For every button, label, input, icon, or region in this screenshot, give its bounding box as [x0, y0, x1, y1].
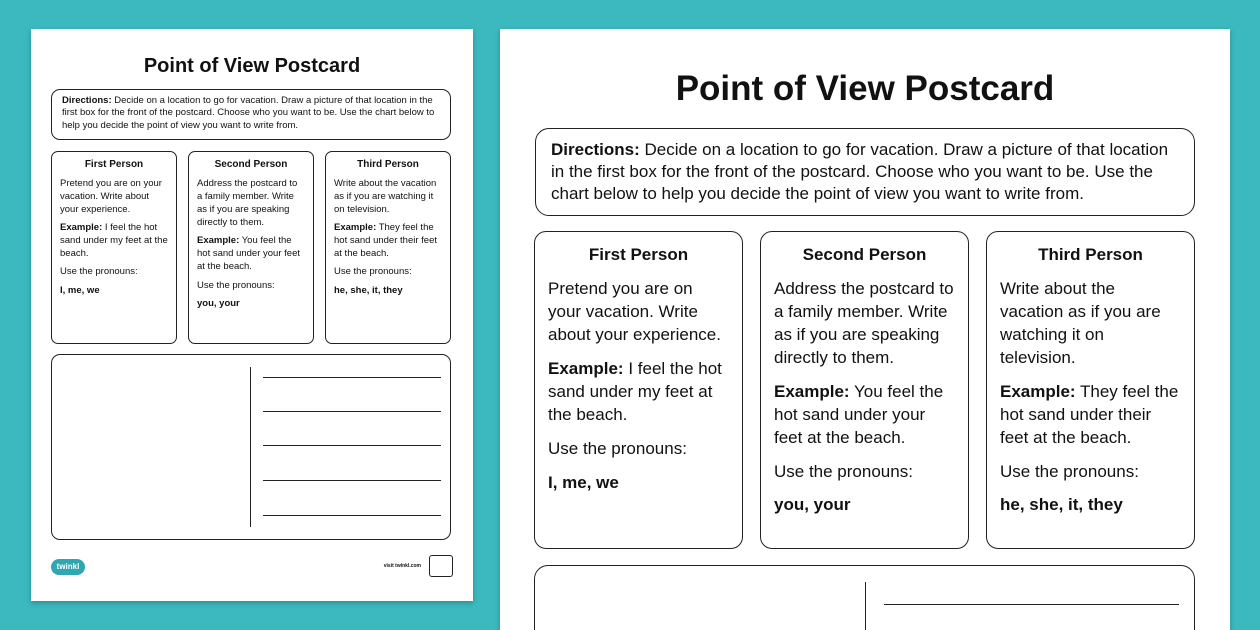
worksheet-zoomed [500, 29, 1230, 630]
pronoun-prompt: Use the pronouns: [197, 279, 275, 291]
directions-text: Decide on a location to go for vacation. Draw a picture of that location in the first box for the front of the postcard. Choose who you want to be. Use the chart below to help you decide the point of view you want to write from. [551, 140, 1169, 204]
column-example: Example: You feel the hot sand under your feet at the beach. [197, 235, 300, 273]
postcard-divider [250, 367, 251, 527]
third-person-box [986, 231, 1195, 549]
first-person-box [51, 151, 177, 344]
pronouns: he, she, it, they [1000, 495, 1123, 515]
pronouns: he, she, it, they [334, 284, 403, 296]
third-person-box [325, 151, 451, 344]
twinkl-logo: twinkl [51, 559, 85, 575]
pronoun-prompt: Use the pronouns: [334, 266, 412, 278]
writing-line [263, 411, 441, 412]
column-example: Example: They feel the hot sand under their feet at the beach. [334, 222, 437, 260]
pronouns: you, your [774, 495, 851, 515]
postcard-box [534, 565, 1195, 630]
writing-line [263, 445, 441, 446]
first-person-box [534, 231, 743, 549]
column-example: Example: I feel the hot sand under my feet at the beach. [60, 222, 168, 260]
directions-text: Decide on a location to go for vacation. Draw a picture of that location in the first box for the front of the postcard. Choose who you want to be. Use the chart below to help you decide the point of view you want to write from. [62, 95, 435, 131]
footer-url: visit twinkl.com [383, 563, 421, 569]
pronoun-prompt: Use the pronouns: [1000, 461, 1139, 481]
second-person-box [760, 231, 969, 549]
column-description: Address the postcard to a family member. Write as if you are speaking directly to them. [774, 278, 954, 367]
column-heading: Second Person [214, 159, 288, 170]
column-example: Example: I feel the hot sand under my feet at the beach. [548, 358, 722, 424]
column-heading: Second Person [802, 245, 927, 264]
writing-line [884, 604, 1179, 605]
second-person-box [188, 151, 314, 344]
column-heading: First Person [588, 245, 689, 264]
column-example: Example: You feel the hot sand under your feet at the beach. [774, 381, 944, 447]
column-description: Write about the vacation as if you are watching it on television. [334, 177, 437, 216]
directions-box [535, 128, 1195, 216]
writing-line [263, 515, 441, 516]
pronoun-prompt: Use the pronouns: [774, 461, 913, 481]
directions-box [51, 89, 451, 140]
writing-line [263, 377, 441, 378]
column-heading: First Person [84, 159, 144, 170]
column-description: Address the postcard to a family member. Write as if you are speaking directly to them. [197, 177, 298, 229]
directions-label: Directions: [551, 140, 640, 159]
column-description: Write about the vacation as if you are watching it on television. [1000, 278, 1161, 367]
pronoun-prompt: Use the pronouns: [60, 266, 138, 278]
worksheet-thumbnail [31, 29, 473, 601]
pronoun-prompt: Use the pronouns: [548, 438, 687, 458]
pronouns: you, your [197, 297, 240, 309]
directions-label: Directions: [62, 95, 112, 106]
pronouns: I, me, we [60, 284, 100, 296]
writing-line [263, 480, 441, 481]
postcard-box [51, 354, 451, 540]
pronouns: I, me, we [548, 472, 619, 492]
page-title: Point of View Postcard [675, 69, 1055, 108]
page-title: Point of View Postcard [143, 55, 361, 77]
column-heading: Third Person [357, 159, 419, 170]
postcard-divider [865, 582, 866, 630]
column-heading: Third Person [1038, 245, 1143, 264]
column-description: Pretend you are on your vacation. Write about your experience. [60, 177, 162, 216]
quality-badge-icon [429, 555, 453, 577]
column-description: Pretend you are on your vacation. Write about your experience. [548, 278, 721, 344]
column-example: Example: They feel the hot sand under their feet at the beach. [1000, 381, 1179, 447]
